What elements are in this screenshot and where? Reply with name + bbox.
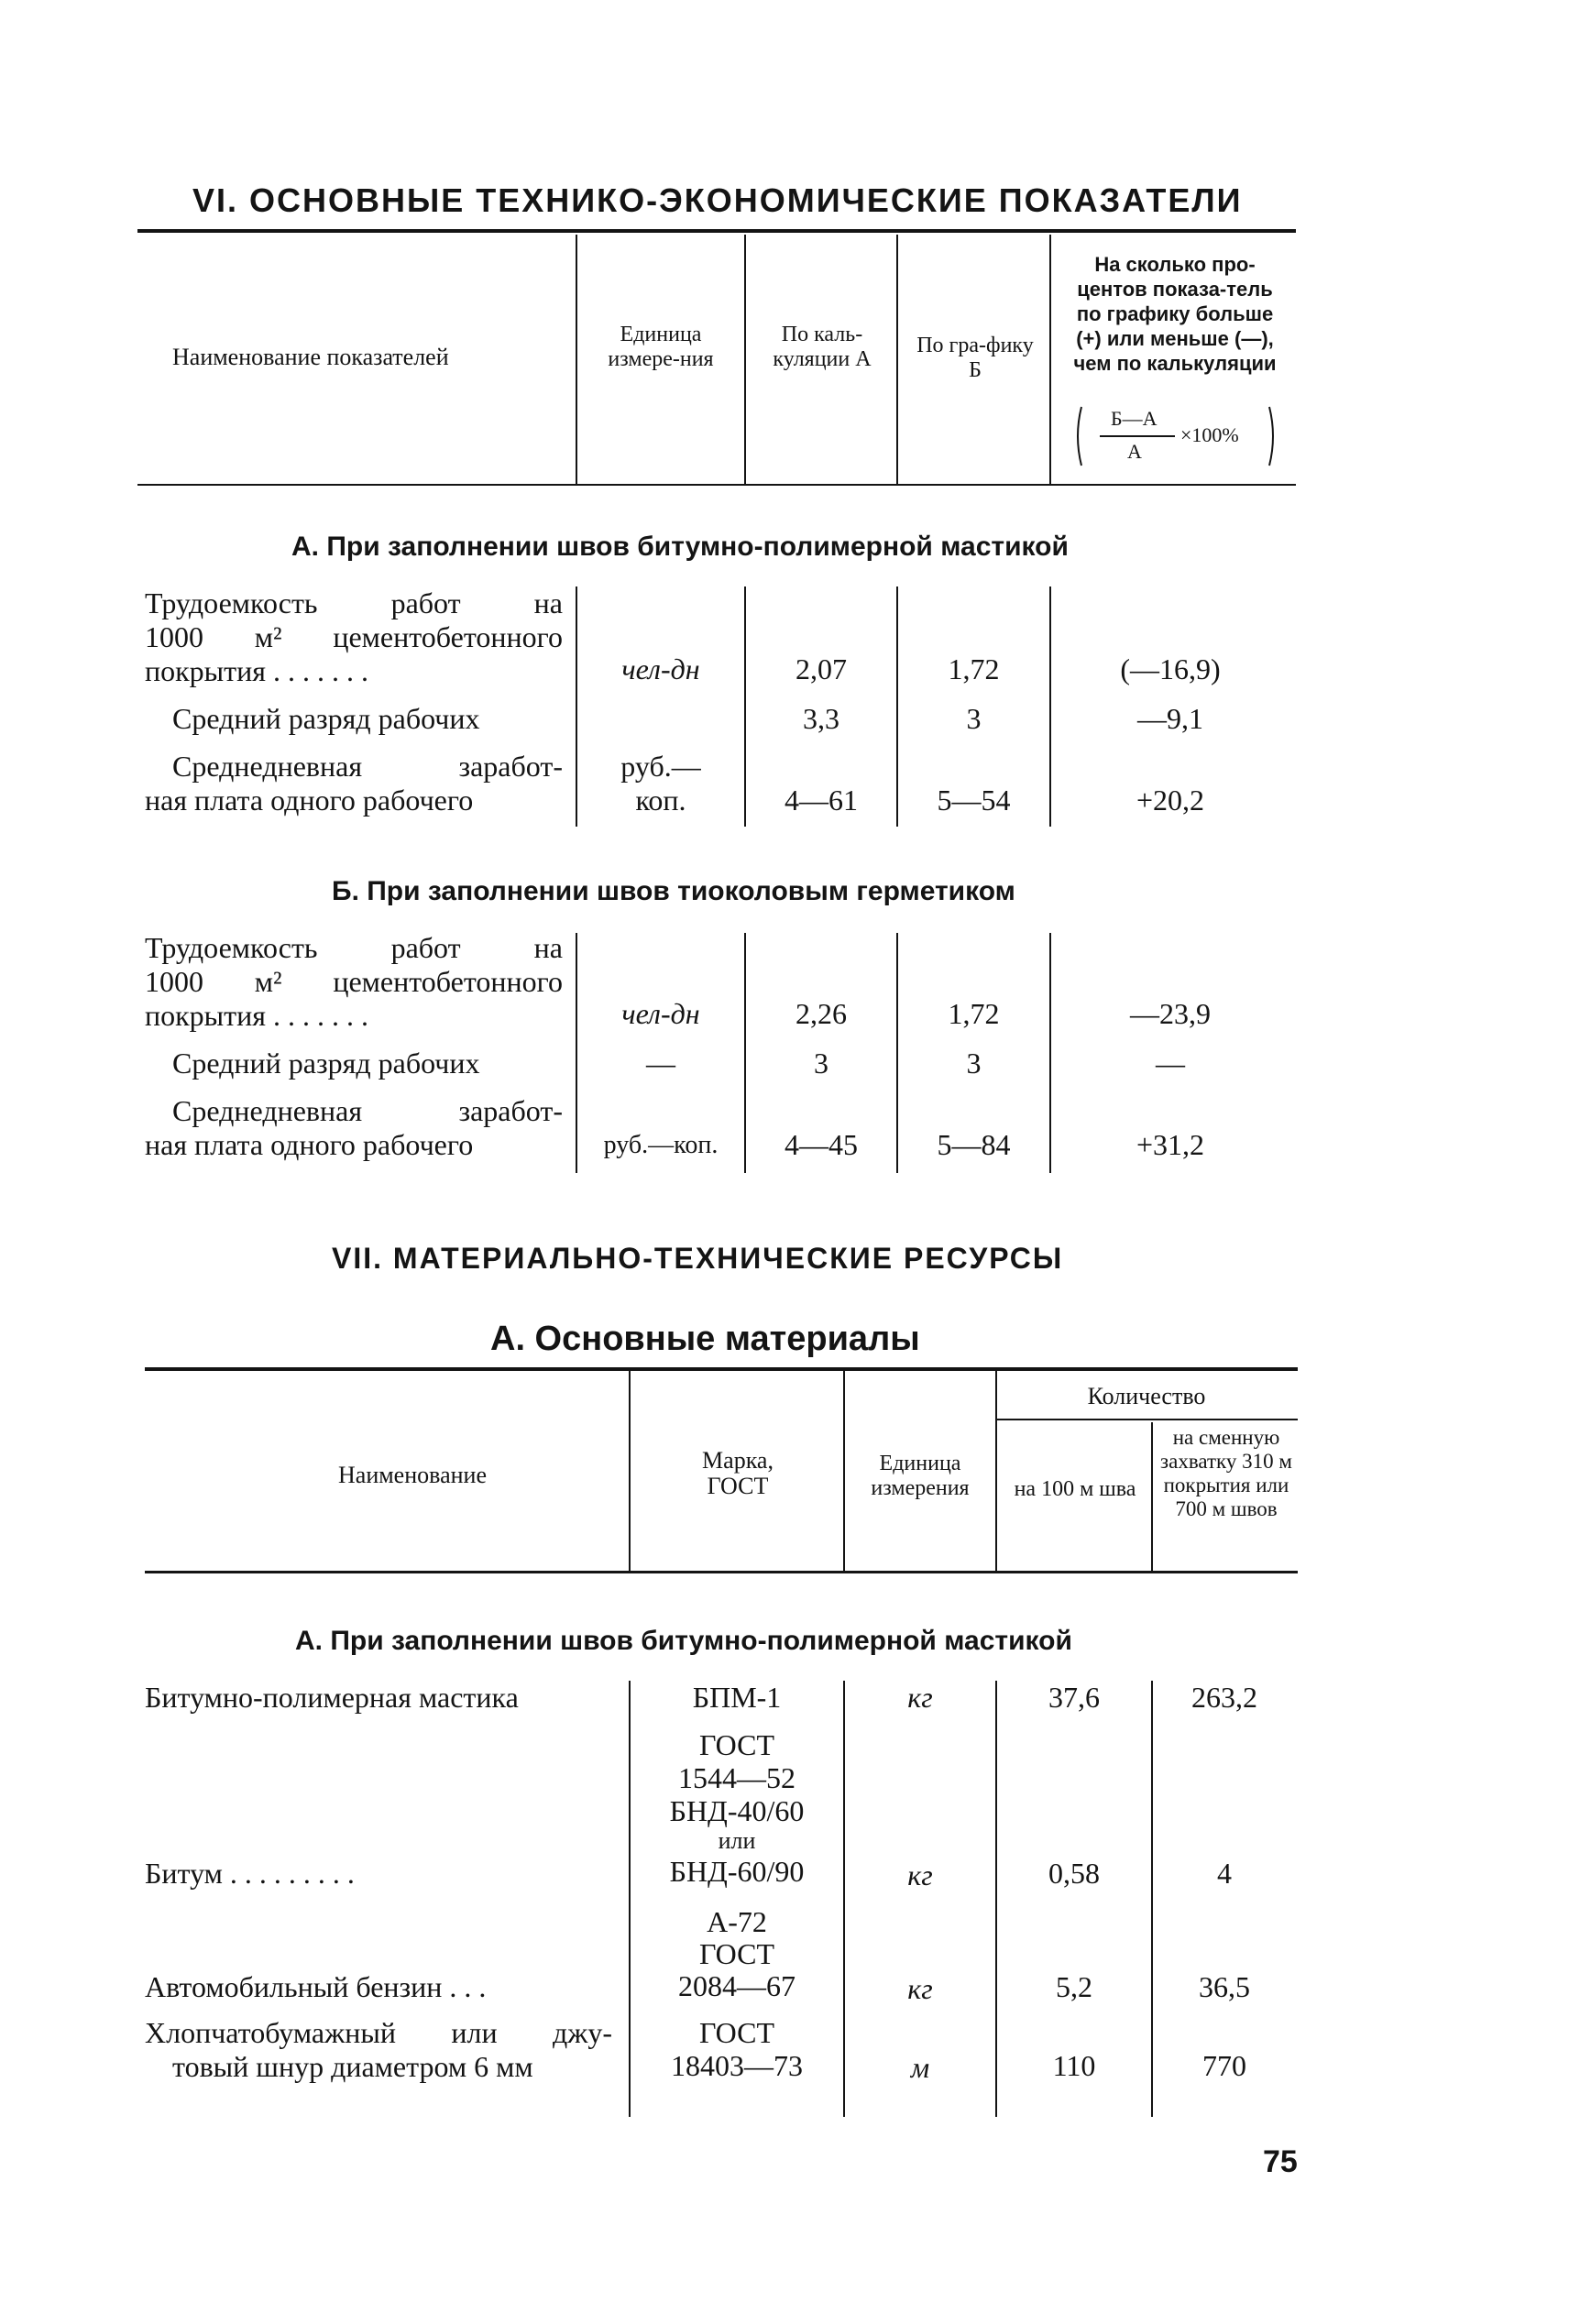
header-quantity: Количество	[1087, 1383, 1206, 1409]
page-number: 75	[1263, 2144, 1298, 2179]
material-2-name: Битум . . . . . . . . .	[145, 1857, 355, 1890]
material-2-unit: кг	[907, 1858, 933, 1891]
table-top-rule	[137, 229, 1296, 233]
row-b3-percent: +31,2	[1136, 1128, 1205, 1161]
section-6-title: VI. ОСНОВНЫЕ ТЕХНИКО-ЭКОНОМИЧЕСКИЕ ПОКАЗАТЕЛИ	[192, 181, 1243, 219]
header-percent: На сколько про-центов показа-тель по графику больше (+) или меньше (—), чем по калькуляции	[1073, 253, 1277, 375]
header-divider	[896, 235, 898, 484]
group-b-title: Б. При заполнении швов тиоколовым герметиком	[332, 876, 1015, 906]
row-b3-calc: 4—45	[785, 1128, 858, 1161]
header-divider	[1151, 1422, 1153, 1571]
header-divider	[629, 1371, 631, 1571]
group-a-title: А. При заполнении швов битумно-полимерной мастикой	[291, 532, 1069, 562]
material-3-unit: кг	[907, 1972, 933, 2005]
material-2-mark: ГОСТ 1544—52 БНД-40/60 или БНД-60/90	[669, 1728, 805, 1888]
formula-numerator: Б—А	[1111, 407, 1158, 430]
row-a2-calc: 3,3	[803, 702, 839, 735]
material-2-per100: 0,58	[1048, 1857, 1100, 1890]
table2-header-bottom-rule	[145, 1571, 1298, 1573]
row-b1-calc: 2,26	[795, 997, 847, 1030]
row-a3-calc: 4—61	[785, 784, 858, 817]
header-graph: По гра-фику Б	[916, 334, 1034, 382]
material-3-per100: 5,2	[1056, 1970, 1092, 2003]
row-b1-graph: 1,72	[948, 997, 1000, 1030]
row-b2-calc: 3	[814, 1047, 828, 1080]
material-4-unit: м	[910, 2051, 930, 2084]
material-1-pershift: 263,2	[1191, 1681, 1257, 1714]
row-a1-unit: чел-дн	[621, 652, 700, 685]
header-divider	[576, 235, 577, 484]
row-b3-graph: 5—84	[937, 1128, 1011, 1161]
header-per-100m: на 100 м шва	[1014, 1477, 1136, 1501]
header-material-name: Наименование	[338, 1462, 487, 1488]
row-b2-percent: —	[1156, 1047, 1185, 1080]
row-a3-unit: руб.— коп.	[620, 750, 701, 817]
row-a2-percent: —9,1	[1137, 702, 1203, 735]
row-b2-name: Средний разряд рабочих	[172, 1047, 480, 1080]
row-a2-graph: 3	[966, 702, 982, 735]
materials-group-a-title: А. При заполнении швов битумно-полимерной мастикой	[295, 1626, 1072, 1656]
row-a1-graph: 1,72	[948, 652, 1000, 685]
header-unit-measure: Единица измерения	[871, 1452, 970, 1500]
section-7-title: VII. МАТЕРИАЛЬНО-ТЕХНИЧЕСКИЕ РЕСУРСЫ	[332, 1242, 1064, 1275]
section-7-subtitle: А. Основные материалы	[490, 1320, 920, 1358]
row-b1-unit: чел-дн	[621, 997, 700, 1030]
row-b1-name: Трудоемкость работ на 1000 м² цементобетонного покрытия . . . . . . .	[145, 931, 563, 1032]
row-a1-percent: (—16,9)	[1120, 652, 1221, 685]
row-b2-unit: —	[646, 1047, 675, 1080]
table2-top-rule	[145, 1367, 1298, 1371]
material-1-unit: кг	[907, 1681, 933, 1714]
material-2-pershift: 4	[1217, 1857, 1232, 1890]
row-a3-percent: +20,2	[1136, 784, 1205, 817]
header-calc: По каль-куляции А	[773, 323, 872, 371]
header-divider	[744, 235, 746, 484]
header-name: Наименование показателей	[172, 344, 449, 370]
row-a1-name: Трудоемкость работ на 1000 м² цементобетонного покрытия . . . . . . .	[145, 586, 563, 687]
row-b1-percent: —23,9	[1130, 997, 1211, 1030]
material-1-per100: 37,6	[1048, 1681, 1100, 1714]
formula-multiplier: ×100%	[1180, 423, 1239, 446]
header-divider	[1049, 235, 1051, 484]
row-a1-calc: 2,07	[795, 652, 847, 685]
row-a3-name: Среднедневная заработ- ная плата одного рабочего	[145, 750, 563, 817]
row-b2-graph: 3	[966, 1047, 982, 1080]
row-a3-graph: 5—54	[937, 784, 1011, 817]
material-4-pershift: 770	[1202, 2049, 1246, 2082]
header-bottom-rule	[137, 484, 1296, 486]
material-1-mark: БПМ-1	[692, 1681, 782, 1714]
header-per-shift: на сменную захватку 310 м покрытия или 700 м швов	[1160, 1426, 1292, 1520]
material-3-name: Автомобильный бензин . . .	[145, 1970, 487, 2003]
material-3-mark: А-72 ГОСТ 2084—67	[678, 1905, 795, 2002]
percent-formula	[1072, 403, 1278, 469]
header-unit: Единица измере-ния	[608, 323, 714, 371]
material-4-name: Хлопчатобумажный или джу- товый шнур диаметром 6 мм	[145, 2016, 612, 2083]
material-3-pershift: 36,5	[1199, 1970, 1250, 2003]
header-mark: Марка, ГОСТ	[702, 1447, 774, 1499]
quantity-subrule	[995, 1419, 1298, 1420]
row-b3-name: Среднедневная заработ- ная плата одного рабочего	[145, 1094, 563, 1161]
material-1-name: Битумно-полимерная мастика	[145, 1681, 519, 1714]
material-4-per100: 110	[1052, 2049, 1096, 2082]
row-a2-name: Средний разряд рабочих	[172, 702, 480, 735]
formula-denominator: А	[1127, 440, 1142, 463]
row-b3-unit: руб.—коп.	[603, 1131, 719, 1159]
material-4-mark: ГОСТ 18403—73	[671, 2016, 803, 2082]
